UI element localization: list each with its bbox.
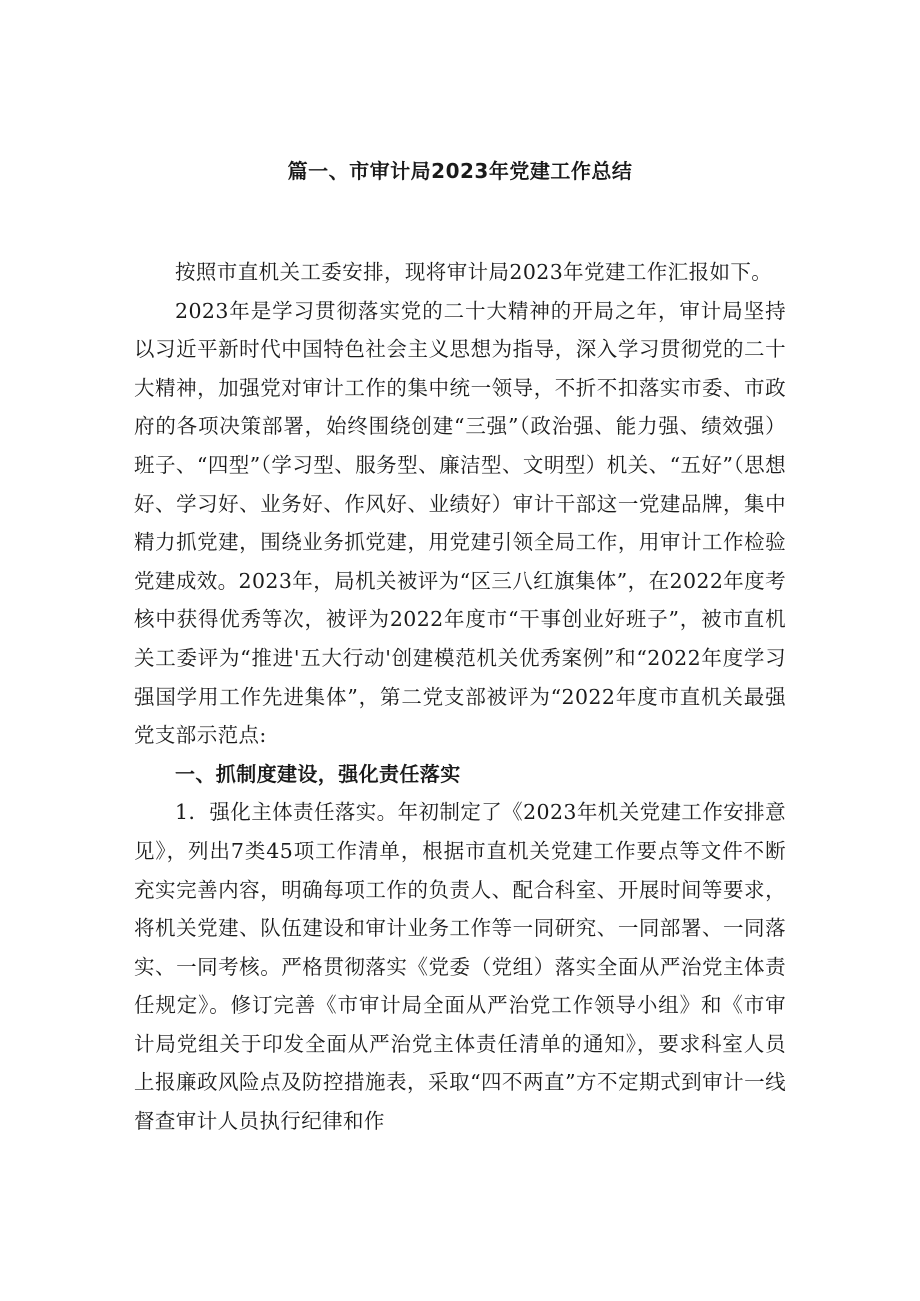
document-title: 篇一、市审计局2023年党建工作总结 bbox=[287, 159, 633, 183]
section-paragraph: 1．强化主体责任落实。年初制定了《2023年机关党建工作安排意见》，列出7类45项工作清单，根据市直机关党建工作要点等文件不断充实完善内容，明确每项工作的负责人、配合科室、开展时间等要求，将机关党建、队伍建设和审计业务工作等一同研究、一同部署、一同落实、一同考核。严格贯彻落实《党委（党组）落实全面从严治党主体责任规定》。修订完善《市审计局全面从严治党工作领导小组》和《市审计局党组关于印发全面从严治党主体责任清单的通知》，要求科室人员上报廉政风险点及防控措施表，采取“四不两直”方不定期式到审计一线督查审计人员执行纪律和作 bbox=[134, 800, 786, 1134]
summary-paragraph: 2023年是学习贯彻落实党的二十大精神的开局之年，审计局坚持以习近平新时代中国特色社会主义思想为指导，深入学习贯彻党的二十大精神，加强党对审计工作的集中统一领导，不折不扣落实市委、市政府的各项决策部署，始终围绕创建“三强”（政治强、能力强、绩效强）班子、“四型”（学习型、服务型、廉洁型、文明型）机关、“五好”（思想好、学习好、业务好、作风好、业绩好）审计干部这一党建品牌，集中精力抓党建，围绕业务抓党建，用党建引领全局工作，用审计工作检验党建成效。2023年，局机关被评为“区三八红旗集体”，在2022年度考核中获得优秀等次，被评为2022年度市“干事创业好班子”，被市直机关工委评为“推进'五大行动'创建模范机关优秀案例”和“2022年度学习强国学用工作先进集体”，第二党支部被评为“2022年度市直机关最强党支部示范点: bbox=[134, 298, 786, 748]
intro-paragraph: 按照市直机关工委安排，现将审计局2023年党建工作汇报如下。 bbox=[175, 260, 773, 284]
section-heading: 一、抓制度建设，强化责任落实 bbox=[175, 761, 461, 786]
document-body bbox=[134, 253, 786, 1141]
